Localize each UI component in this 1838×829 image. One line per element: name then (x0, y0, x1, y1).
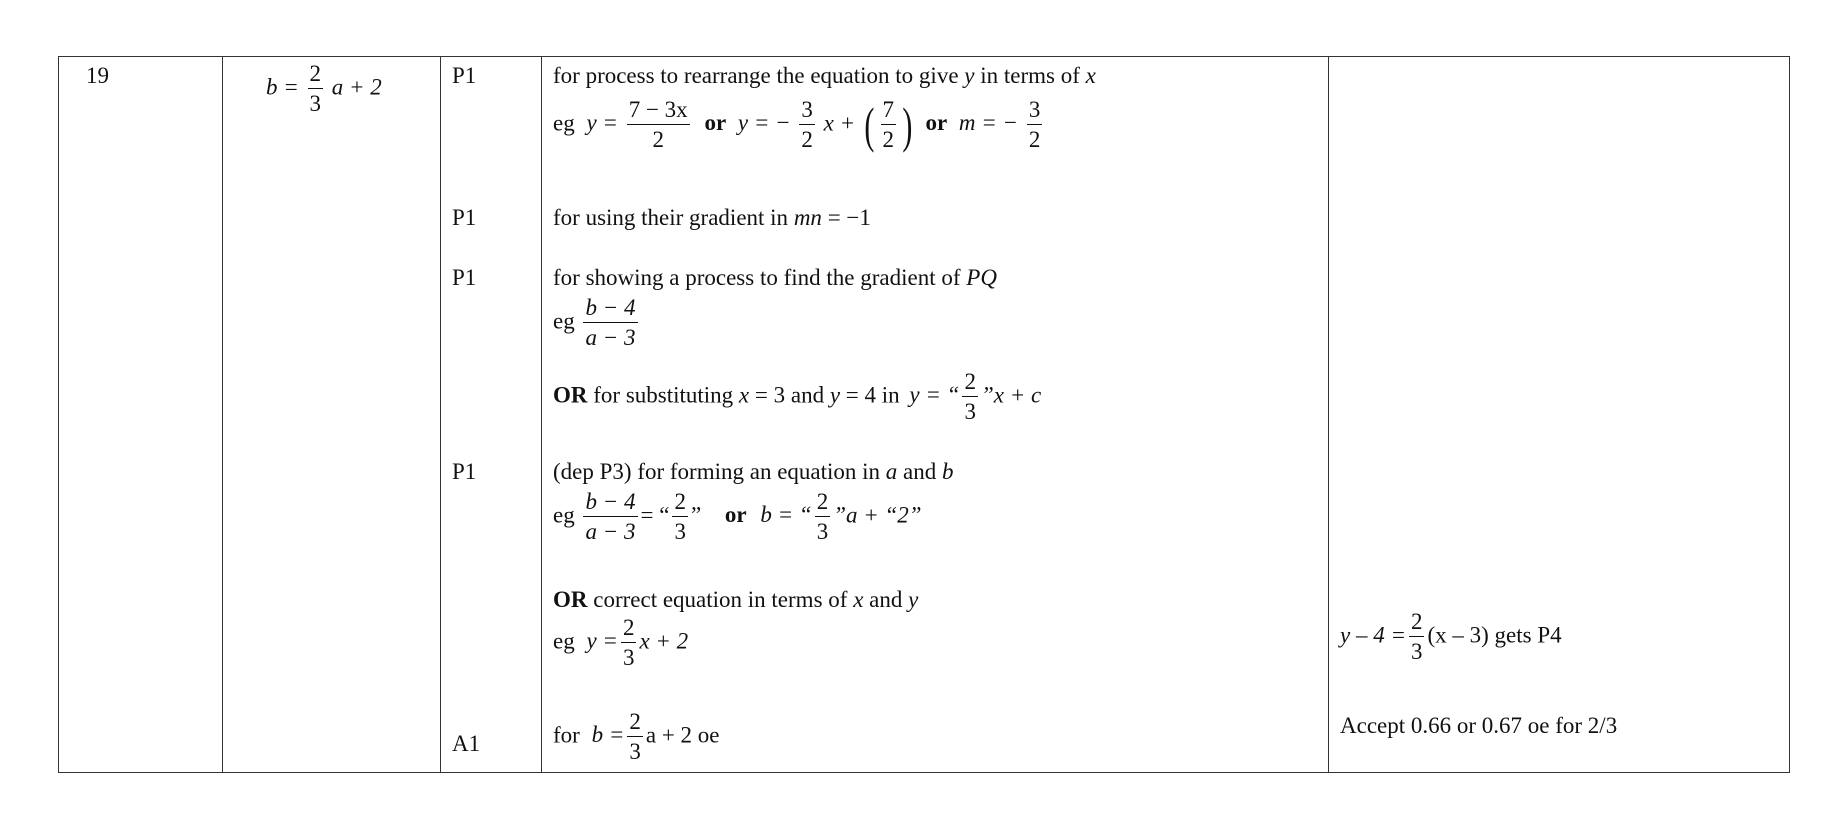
row1-f1-lhs: y = (586, 110, 618, 136)
row5-rhs: a + 2 oe (645, 722, 720, 748)
row2-tail: = −1 (821, 205, 871, 230)
column-divider (222, 56, 223, 773)
row3-alternative (553, 370, 1041, 424)
note1-lhs: y – 4 = (1340, 622, 1406, 648)
row4-f1-mid: = “ (640, 502, 670, 528)
eg-label: eg (553, 502, 575, 528)
right-paren: ) (902, 97, 913, 154)
column-divider (440, 56, 441, 773)
row3-eq-num: 2 (962, 370, 978, 397)
row5-description (553, 710, 720, 764)
row3-den: a − 3 (585, 325, 636, 351)
row4-f3-lhs: y = (586, 628, 618, 654)
note1-rhs: (x – 3) gets P4 (1427, 622, 1562, 648)
row4-text-b: and (897, 459, 942, 484)
or-label: OR (553, 382, 588, 408)
row1-f2-den: 2 (801, 127, 813, 153)
mark-label: P1 (452, 63, 477, 88)
row3-num: b − 4 (583, 296, 637, 323)
row3-or-y: y (829, 382, 841, 408)
row3-example (553, 296, 641, 350)
row5-text: for (553, 722, 580, 748)
or-label: or (724, 502, 747, 528)
row1-f1-num: 7 − 3x (627, 98, 690, 125)
row1-f2-num: 3 (799, 98, 815, 125)
column-divider (541, 56, 542, 773)
row2-description (553, 206, 871, 229)
note-2: Accept 0.66 or 0.67 oe for 2/3 (1340, 713, 1618, 738)
mark-label: P1 (452, 205, 477, 230)
row1-f2-lhs: y = − (737, 110, 791, 136)
row4-or-x: x (853, 587, 864, 612)
row4-f1-end: ” (690, 502, 702, 528)
row4-f2-lhs: b = “ (760, 502, 812, 528)
row5-num: 2 (627, 710, 643, 737)
row4-fraction-4 (621, 616, 637, 670)
row3-eq-den: 3 (964, 399, 976, 425)
row1-f2-pden: 2 (882, 127, 895, 153)
note1-fraction (1409, 610, 1425, 664)
row4-f1-num2: 2 (672, 490, 688, 517)
row2-text: for using their gradient in (553, 205, 794, 230)
row4-fraction-2 (672, 490, 688, 544)
row5-lhs: b = (591, 722, 625, 748)
row4-f2-rhs: ”a + “2” (833, 502, 922, 528)
or-label: OR (553, 587, 588, 612)
answer-num: 2 (308, 62, 324, 89)
answer-cell (266, 62, 382, 116)
note1-num: 2 (1409, 610, 1425, 637)
eg-label: eg (553, 308, 575, 334)
row5-den: 3 (629, 739, 641, 765)
row1-fraction-3 (1027, 98, 1043, 152)
row4-f3-rhs: x + 2 (639, 628, 689, 654)
row4-f1-den2: 3 (674, 519, 686, 545)
row1-example (553, 98, 1045, 152)
eg-label: eg (553, 628, 575, 654)
row4-var-a: a (885, 459, 898, 484)
row1-fraction-1 (627, 98, 690, 152)
row1-f3-num: 3 (1027, 98, 1043, 125)
row4-fraction-3 (815, 490, 831, 544)
row4-f1-den: a − 3 (585, 519, 636, 545)
row5-fraction (627, 710, 643, 764)
row1-f2-pnum: 7 (881, 98, 897, 125)
row4-f1-num: b − 4 (583, 490, 637, 517)
column-divider (1328, 56, 1329, 773)
row1-f1-den: 2 (652, 127, 664, 153)
row4-or-text-b: and (863, 587, 909, 612)
answer-rhs: a + 2 (331, 74, 382, 100)
row1-description (553, 64, 1096, 87)
row1-var-x: x (1085, 63, 1096, 88)
row3-fraction (583, 296, 637, 350)
row4-text: (dep P3) for forming an equation in (553, 459, 886, 484)
row3-or-text-c: = 4 in (840, 382, 906, 408)
answer-den: 3 (309, 91, 322, 117)
row4-f3-den: 3 (622, 645, 635, 671)
or-label: or (704, 110, 727, 136)
row3-description (553, 266, 997, 289)
row1-text: for process to rearrange the equation to give (553, 63, 965, 88)
row4-or-y: y (908, 587, 919, 612)
row1-f3-den: 2 (1028, 127, 1041, 153)
mark-label: P1 (452, 265, 477, 290)
row4-f3-num: 2 (621, 616, 637, 643)
row3-eq-lhs: y = “ (909, 382, 960, 408)
note1-den: 3 (1410, 639, 1423, 665)
note-1 (1340, 610, 1562, 664)
row4-f2-num: 2 (815, 490, 831, 517)
row3-text: for showing a process to find the gradient of (553, 265, 967, 290)
row1-fraction-2 (799, 98, 815, 152)
row1-var-y: y (964, 63, 975, 88)
row3-eq-fraction (962, 370, 978, 424)
row4-fraction-1 (583, 490, 637, 544)
row3-or-text: for substituting (587, 382, 739, 408)
answer-lhs: b = (266, 74, 299, 100)
row1-text-b: in terms of (974, 63, 1086, 88)
mark-label: A1 (452, 731, 481, 756)
row4-f2-den: 3 (816, 519, 829, 545)
question-number: 19 (86, 63, 109, 88)
eg-label: eg (553, 110, 575, 136)
left-paren: ( (864, 97, 875, 154)
mark-label: P1 (452, 459, 477, 484)
row3-eq-rhs: ”x + c (980, 382, 1042, 408)
answer-fraction (308, 62, 324, 116)
row3-or-x: x (738, 382, 750, 408)
row4-var-b: b (942, 459, 954, 484)
row4-description (553, 460, 954, 483)
row1-f3-lhs: m = − (958, 110, 1019, 136)
row4-example-2 (553, 616, 688, 670)
row3-var: PQ (966, 265, 997, 290)
row2-var: mn (793, 205, 822, 230)
row1-fraction-paren (881, 98, 897, 152)
row3-or-text-b: = 3 and (749, 382, 830, 408)
row4-alternative (553, 588, 918, 611)
row4-example (553, 490, 922, 544)
row4-or-text: correct equation in terms of (587, 587, 854, 612)
or-label: or (925, 110, 948, 136)
row1-f2-mid: x + (823, 110, 856, 136)
